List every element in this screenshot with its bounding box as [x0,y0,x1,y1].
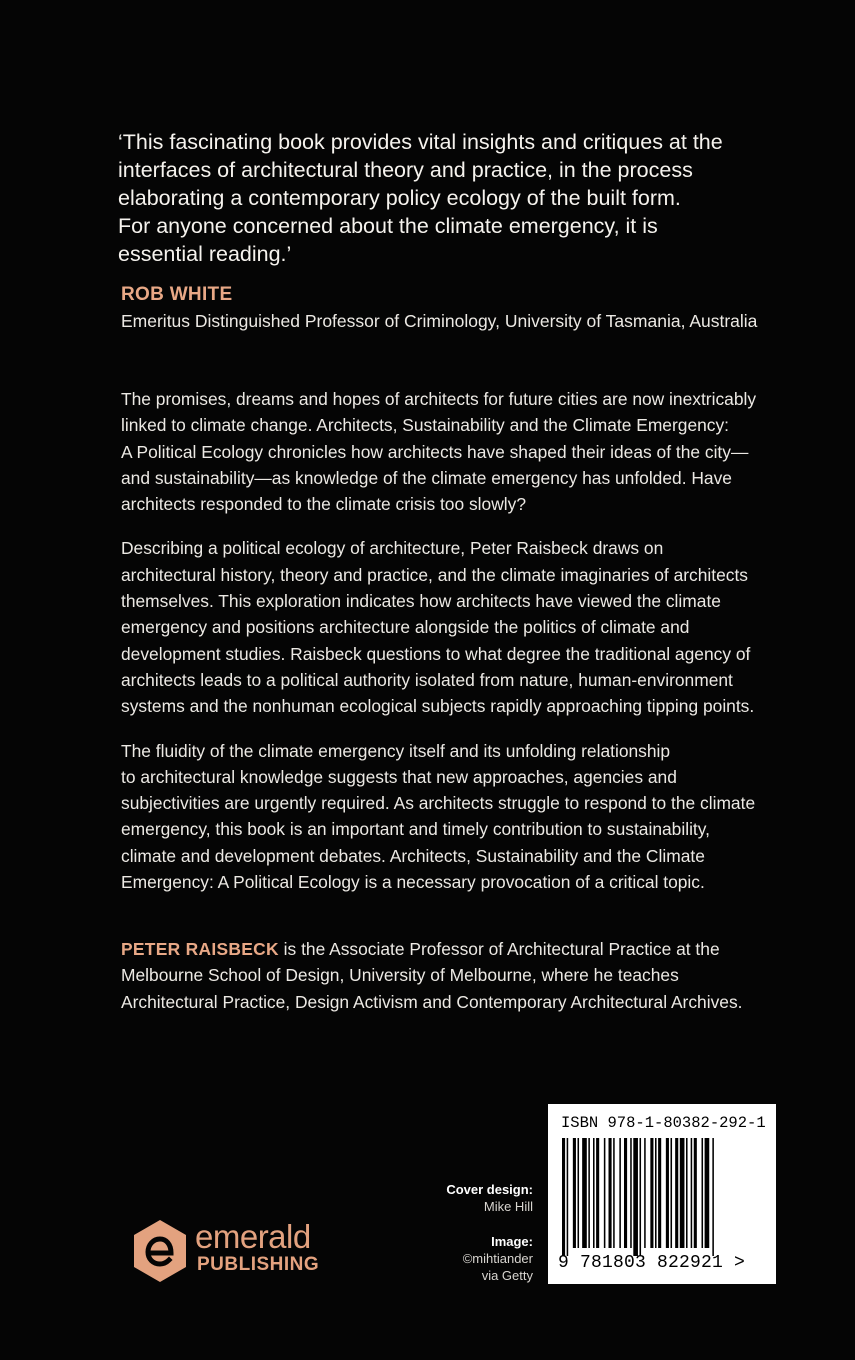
isbn-number: ISBN 978-1-80382-292-1 [561,1114,766,1132]
image-credit-value: ©mihtiander [462,1251,533,1266]
cover-credits [446,1181,533,1284]
text-line: emergency, this book is an important and timely contribution to sustainability, [121,819,710,840]
barcode-bar [613,1138,615,1248]
barcode-bar [619,1138,621,1248]
book-description [121,386,801,913]
text-line [121,936,801,962]
barcode-bar [588,1138,590,1248]
isbn-barcode [548,1104,776,1284]
description-paragraph [121,535,801,719]
author-bio [121,936,801,1015]
barcode-bar [609,1138,612,1248]
barcode-bar [658,1138,661,1248]
barcode-bar [705,1138,710,1248]
text-line: development studies. Raisbeck questions to what degree the traditional agency of [121,643,751,664]
barcode-bar [666,1138,669,1248]
quote-line: essential reading.’ [118,242,292,266]
barcode-bar [624,1138,627,1248]
barcode-bar [671,1138,673,1248]
barcode-bar [640,1138,642,1256]
text-line: linked to climate change. Architects, Sustainability and the Climate Emergency: [121,415,730,436]
barcode-bar [596,1138,599,1248]
description-paragraph [121,386,801,517]
text-line: architects leads to a political authority isolated from nature, human-environment [121,669,733,690]
image-credit-value: via Getty [481,1268,533,1283]
quote-line: interfaces of architectural theory and practice, in the process [118,158,693,182]
quote-line: ‘This fascinating book provides vital insights and critiques at the [118,130,723,154]
barcode-bar [686,1138,688,1248]
barcode-bar [694,1138,697,1248]
quote-line: For anyone concerned about the climate emergency, it is [118,214,658,238]
publisher-name: emerald [195,1218,311,1255]
barcode-bar [573,1138,576,1248]
barcode-bar [630,1138,632,1248]
text-line: subjectivities are urgently required. As architects struggle to respond to the climate [121,793,756,814]
barcode-bars [556,1138,768,1256]
author-name: PETER RAISBECK [121,939,279,959]
image-credit-label: Image: [491,1234,533,1249]
publisher-logo [131,1218,341,1288]
text-line: systems and the nonhuman ecological subjects rapidly approaching tipping points. [121,696,755,717]
barcode-bar [655,1138,657,1248]
description-paragraph [121,738,801,896]
barcode-bar [633,1138,638,1256]
quote-line: elaborating a contemporary policy ecology of the built form. [118,186,681,210]
text-line: The fluidity of the climate emergency itself and its unfolding relationship [121,740,671,761]
barcode-bar [562,1138,565,1256]
barcode-bar [691,1138,693,1248]
barcode-bar [567,1138,569,1256]
barcode-bar [712,1138,714,1256]
barcode-bar [582,1138,587,1248]
cover-design-value: Mike Hill [483,1199,533,1214]
barcode-bar [604,1138,606,1248]
quote-author-name: ROB WHITE [121,284,233,305]
barcode-bar [675,1138,678,1248]
publisher-subtitle: PUBLISHING [197,1254,320,1275]
text-line: The promises, dreams and hopes of architects for future cities are now inextricably [121,389,757,409]
text-line: Emergency: A Political Ecology is a necessary provocation of a critical topic. [121,872,705,893]
author-bio-text: is the Associate Professor of Architectural Practice at the [278,939,720,959]
text-line: A Political Ecology chronicles how architects have shaped their ideas of the city— [121,441,749,462]
text-line: to architectural knowledge suggests that new approaches, agencies and [121,766,677,787]
text-line: and sustainability—as knowledge of the climate emergency has unfolded. Have [121,467,732,488]
emerald-hexagon-icon [131,1218,189,1284]
text-line: climate and development debates. Architects, Sustainability and the Climate [121,845,705,866]
barcode-bar [702,1138,704,1248]
quote-author-title: Emeritus Distinguished Professor of Criminology, University of Tasmania, Australia [121,311,758,331]
barcode-bar [644,1138,646,1248]
barcode-digits: 9 781803 822921 > [558,1253,746,1273]
review-quote [118,128,778,268]
text-line: Architectural Practice, Design Activism and Contemporary Architectural Archives. [121,991,743,1012]
text-line: emergency and positions architecture alongside the politics of climate and [121,617,690,638]
cover-design-label: Cover design: [446,1182,533,1197]
text-line: Describing a political ecology of architecture, Peter Raisbeck draws on [121,538,664,559]
barcode-bar [578,1138,580,1248]
text-line: Melbourne School of Design, University of Melbourne, where he teaches [121,965,679,986]
text-line: architects responded to the climate crisis too slowly? [121,494,526,515]
barcode-bar [680,1138,685,1248]
text-line: themselves. This exploration indicates how architects have viewed the climate [121,591,721,612]
barcode-bar [593,1138,595,1248]
text-line: architectural history, theory and practice, and the climate imaginaries of architects [121,564,748,585]
barcode-bar [650,1138,653,1248]
